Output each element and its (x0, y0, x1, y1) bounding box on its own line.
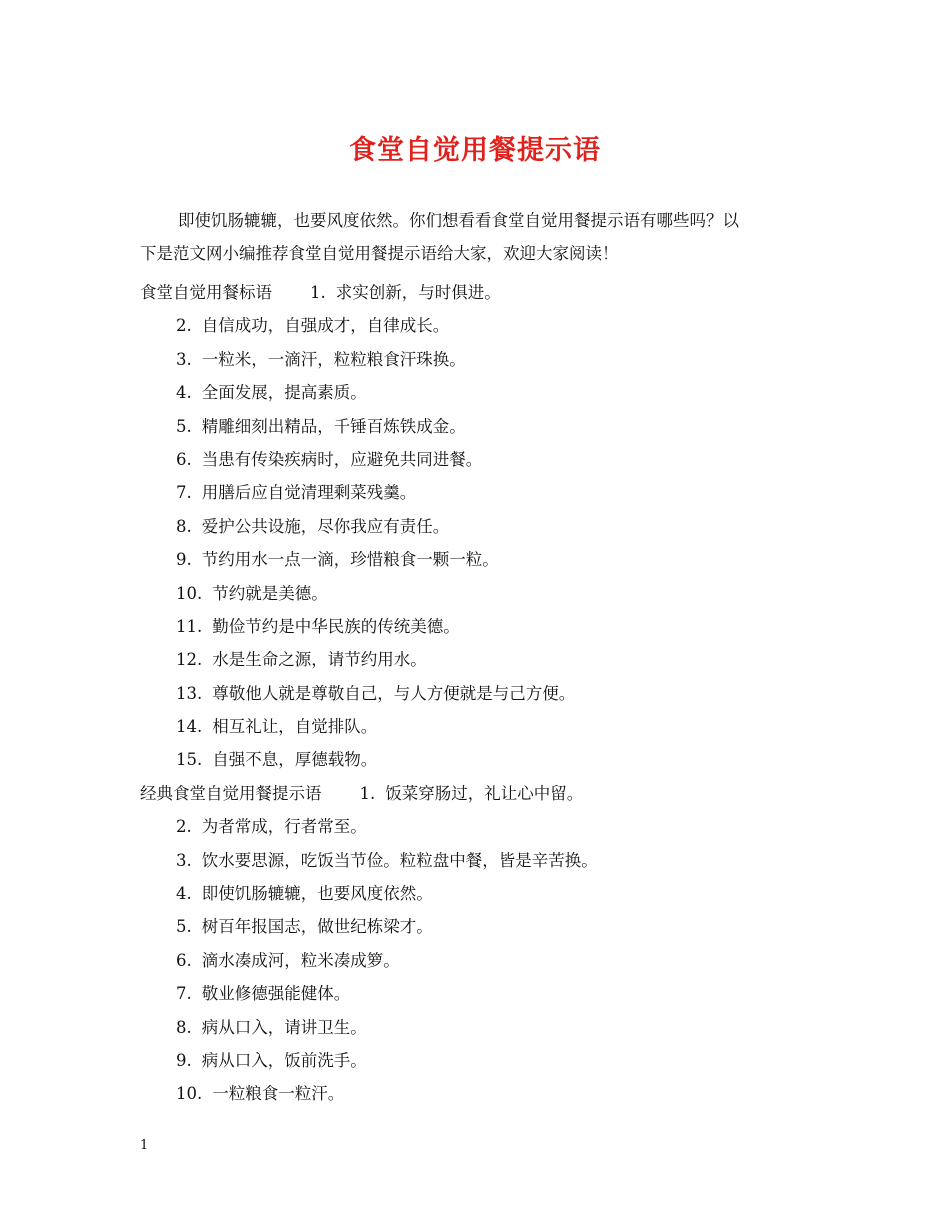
item-text: 敬业修德强能健体。 (201, 984, 351, 1004)
item-text: 饮水要思源，吃饭当节俭。粒粒盘中餐，皆是辛苦换。 (201, 850, 598, 870)
item-number: 6. (176, 449, 192, 469)
item-text: 病从口入，请讲卫生。 (201, 1017, 367, 1037)
item-text: 为者常成，行者常至。 (201, 817, 367, 837)
item-text: 水是生命之源，请节约用水。 (212, 650, 427, 670)
list-item (140, 476, 840, 509)
item-number: 14. (176, 717, 203, 737)
item-text: 即使饥肠辘辘，也要风度依然。 (201, 884, 433, 904)
section-2-heading-row (140, 777, 840, 810)
section-1-heading: 食堂自觉用餐标语 (140, 283, 272, 302)
item-number: 2. (176, 817, 192, 837)
item-number: 7. (176, 483, 192, 503)
list-item (140, 677, 840, 710)
section-1-heading-row (140, 276, 840, 309)
item-text: 当患有传染疾病时，应避免共同进餐。 (201, 449, 483, 469)
list-item (140, 577, 840, 610)
item-text: 勤俭节约是中华民族的传统美德。 (212, 616, 460, 636)
list-item (140, 443, 840, 476)
item-text: 滴水凑成河，粒米凑成箩。 (201, 950, 400, 970)
item-number: 6. (176, 950, 192, 970)
list-item (140, 877, 840, 910)
item-number: 2. (176, 316, 192, 336)
item-text: 用膳后应自觉清理剩菜残羹。 (201, 483, 417, 503)
item-number: 8. (176, 516, 192, 536)
list-item (140, 343, 840, 376)
intro-line-2: 下是范文网小编推荐食堂自觉用餐提示语给大家，欢迎大家阅读！ (140, 244, 619, 263)
list-item (140, 710, 840, 743)
list-item (140, 1044, 840, 1077)
item-number: 1. (310, 283, 326, 302)
item-text: 节约用水一点一滴，珍惜粮食一颗一粒。 (201, 550, 499, 570)
item-number: 3. (176, 349, 192, 369)
list-item (140, 1011, 840, 1044)
item-text: 精雕细刻出精品，千锤百炼铁成金。 (201, 416, 466, 436)
list-item (140, 376, 840, 409)
item-number: 1. (359, 783, 376, 803)
list-item (140, 1077, 840, 1110)
list-item (140, 543, 840, 576)
item-number: 4. (176, 884, 192, 904)
item-text: 相互礼让，自觉排队。 (212, 717, 378, 737)
list-item (140, 309, 840, 342)
list-item (140, 610, 840, 643)
section-2-heading: 经典食堂自觉用餐提示语 (140, 783, 322, 803)
item-number: 13. (176, 683, 203, 703)
item-number: 11. (176, 616, 203, 636)
item-text: 自信成功，自强成才，自律成长。 (201, 316, 450, 336)
item-number: 4. (176, 383, 192, 403)
page-number: 1 (140, 1138, 149, 1153)
list-item (140, 743, 840, 776)
item-number: 10. (176, 1084, 203, 1104)
item-text: 爱护公共设施，尽你我应有责任。 (201, 516, 450, 536)
item-text: 自强不息，厚德载物。 (212, 750, 378, 770)
list-item (140, 944, 840, 977)
intro-paragraph (140, 204, 820, 270)
item-text: 一粒粮食一粒汗。 (212, 1084, 345, 1104)
item-number: 8. (176, 1017, 192, 1037)
list-item (140, 910, 840, 943)
item-text: 饭菜穿肠过，礼让心中留。 (385, 783, 584, 803)
list-item (140, 844, 840, 877)
item-text: 树百年报国志，做世纪栋梁才。 (201, 917, 433, 937)
item-number: 10. (176, 583, 203, 603)
list-item (140, 810, 840, 843)
item-number: 3. (176, 850, 192, 870)
item-text: 病从口入，饭前洗手。 (201, 1050, 367, 1070)
item-text: 一粒米，一滴汗，粒粒粮食汗珠换。 (201, 349, 466, 369)
item-number: 9. (176, 550, 192, 570)
intro-line-1: 即使饥肠辘辘，也要风度依然。你们想看看食堂自觉用餐提示语有哪些吗？以 (178, 211, 739, 230)
item-text: 尊敬他人就是尊敬自己，与人方便就是与己方便。 (212, 683, 576, 703)
item-number: 7. (176, 984, 192, 1004)
list-item (140, 510, 840, 543)
page-title: 食堂自觉用餐提示语 (349, 135, 601, 166)
list-item (140, 410, 840, 443)
slogan-list (140, 276, 840, 1111)
item-number: 12. (176, 650, 203, 670)
item-number: 15. (176, 750, 203, 770)
item-text: 求实创新，与时俱进。 (335, 283, 501, 302)
item-number: 5. (176, 917, 192, 937)
item-number: 5. (176, 416, 192, 436)
list-item (140, 977, 840, 1010)
item-text: 节约就是美德。 (212, 583, 328, 603)
item-number: 9. (176, 1050, 192, 1070)
list-item (140, 643, 840, 676)
item-text: 全面发展，提高素质。 (201, 383, 367, 403)
